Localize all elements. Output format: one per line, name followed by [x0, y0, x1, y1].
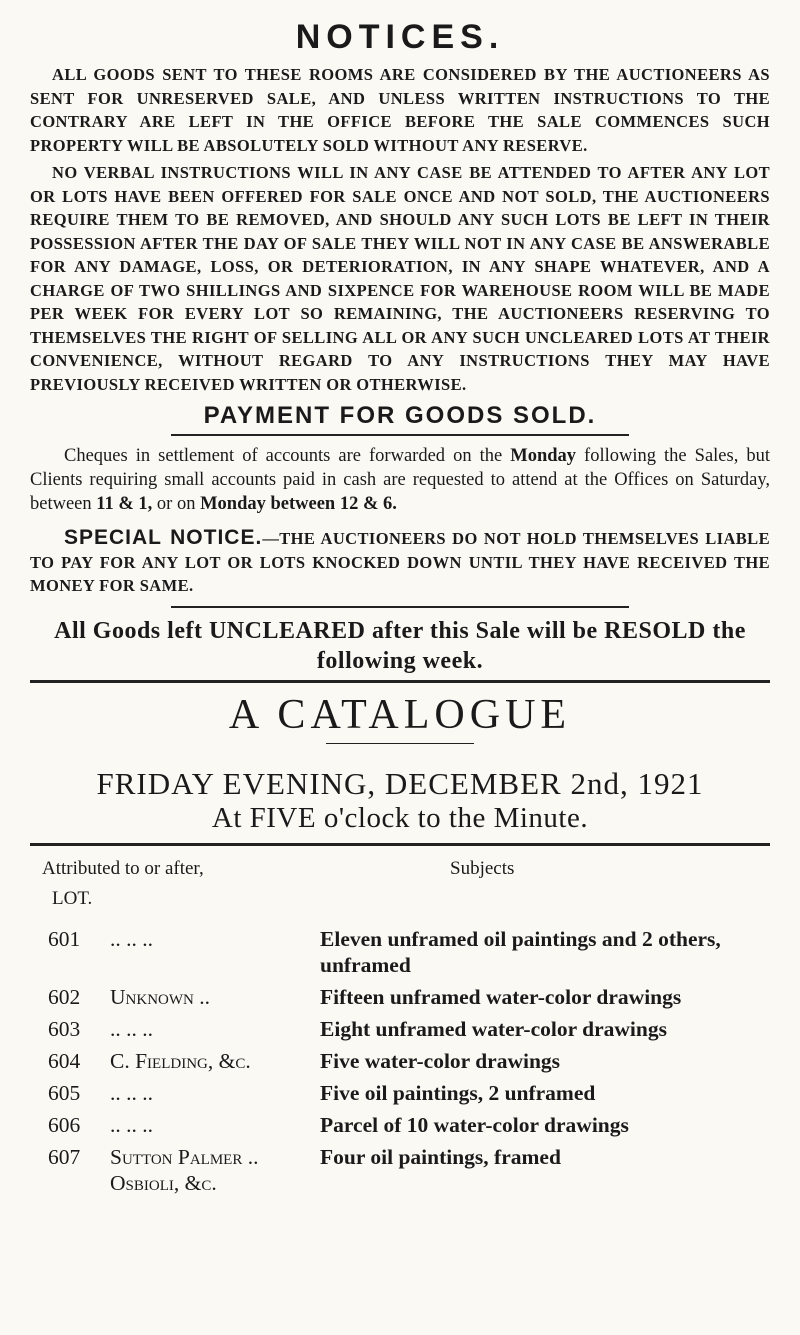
- lot-number: 605: [48, 1080, 81, 1105]
- lots-body: [30, 926, 770, 1202]
- lot-number: 606: [48, 1112, 81, 1137]
- lot-number: 604: [48, 1048, 81, 1073]
- lots-table: [30, 926, 770, 1202]
- payment-emphasis: 11 & 1,: [96, 494, 153, 514]
- payment-text: [30, 444, 770, 516]
- table-row: [30, 926, 770, 984]
- lot-subject: Parcel of 10 water-color drawings: [320, 1112, 629, 1137]
- table-row: [30, 1144, 770, 1202]
- divider: [326, 743, 474, 744]
- payment-emphasis: Monday: [510, 446, 577, 466]
- notice-paragraph-1: ALL GOODS SENT TO THESE ROOMS ARE CONSIDERED BY THE AUCTIONEERS AS SENT FOR UNRESERVED SALE, AND UNLESS WRITTEN INSTRUCTIONS TO THE CONTRARY ARE LEFT IN THE OFFICE BEFORE THE SALE COMMENCES SUCH PROPERTY WILL BE ABSOLUTELY SOLD WITHOUT ANY RESERVE.: [30, 65, 770, 155]
- lot-artist: Sutton Palmer .. Osbioli, &c.: [110, 1144, 259, 1195]
- lot-artist: .. .. ..: [110, 926, 153, 951]
- lot-subject: Five water-color drawings: [320, 1048, 561, 1073]
- lot-artist: .. .. ..: [110, 1112, 153, 1137]
- table-row: [30, 984, 770, 1016]
- payment-heading: PAYMENT FOR GOODS SOLD.: [203, 402, 597, 429]
- lot-number: 601: [48, 926, 81, 951]
- payment-text-part: Cheques in settlement of accounts are forwarded on the: [64, 446, 511, 466]
- catalogue-heading: A CATALOGUE: [228, 691, 572, 738]
- special-notice-lead: SPECIAL NOTICE.: [64, 526, 263, 549]
- lot-heading: LOT.: [52, 887, 93, 909]
- subjects-heading: Subjects: [450, 857, 515, 879]
- lot-artist: C. Fielding, &c.: [110, 1048, 251, 1073]
- notice-paragraph-2: NO VERBAL INSTRUCTIONS WILL IN ANY CASE BE ATTENDED TO AFTER ANY LOT OR LOTS HAVE BEEN OFFERED FOR SALE ONCE AND NOT SOLD, THE AUCTIONEERS REQUIRE THEM TO BE REMOVED, AND SHOULD ANY SUCH LOTS BE LEFT IN THEIR POSSESSION AFTER THE DAY OF SALE THEY WILL NOT IN ANY CASE BE ANSWERABLE FOR ANY DAMAGE, LOSS, OR DETERIORATION, IN ANY SHAPE WHATEVER, AND A CHARGE OF TWO SHILLINGS AND SIXPENCE FOR WAREHOUSE ROOM WILL BE MADE PER WEEK FOR EVERY LOT SO REMAINING, THE AUCTIONEERS RESERVING TO THEMSELVES THE RIGHT OF SELLING ALL OR ANY SUCH UNCLEARED LOTS AT THEIR CONVENIENCE, WITHOUT REGARD TO ANY INSTRUCTIONS THEY MAY HAVE PREVIOUSLY RECEIVED WRITTEN OR OTHERWISE.: [30, 163, 770, 394]
- payment-text-part: following the Sales, but Clients requiring small accounts paid in cash are requested to attend at the Offices on Saturday, between: [30, 446, 771, 514]
- divider: [30, 843, 770, 846]
- lot-subject: Eight unframed water-color drawings: [320, 1016, 667, 1041]
- uncleared-notice: All Goods left UNCLEARED after this Sale will be RESOLD the following week.: [54, 617, 746, 674]
- divider: [30, 680, 770, 683]
- attributed-heading: Attributed to or after,: [42, 857, 204, 879]
- payment-text-part: or on: [152, 494, 201, 514]
- sale-date: FRIDAY EVENING, DECEMBER 2nd, 1921: [96, 765, 704, 801]
- lot-artist: Unknown ..: [110, 984, 210, 1009]
- lot-number: 602: [48, 984, 81, 1009]
- catalogue-page: [30, 0, 770, 1202]
- lot-subject: Four oil paintings, framed: [320, 1144, 561, 1169]
- lot-number: 607: [48, 1144, 81, 1169]
- lot-number: 603: [48, 1016, 81, 1041]
- lot-subject: Eleven unframed oil paintings and 2 others, unframed: [320, 926, 721, 977]
- special-notice: [30, 526, 770, 598]
- table-row: [30, 1048, 770, 1080]
- lot-subject: Five oil paintings, 2 unframed: [320, 1080, 596, 1105]
- column-headings: [30, 858, 770, 888]
- table-row: [30, 1112, 770, 1144]
- lot-subject: Fifteen unframed water-color drawings: [320, 984, 682, 1009]
- divider: [171, 606, 630, 608]
- page-title: NOTICES.: [295, 18, 505, 56]
- table-row: [30, 1080, 770, 1112]
- sale-time: At FIVE o'clock to the Minute.: [211, 801, 589, 834]
- payment-emphasis: Monday between 12 & 6.: [200, 494, 397, 514]
- lot-artist: .. .. ..: [110, 1016, 153, 1041]
- lot-artist: .. .. ..: [110, 1080, 153, 1105]
- divider: [171, 434, 630, 436]
- special-notice-text: —THE AUCTIONEERS DO NOT HOLD THEMSELVES LIABLE TO PAY FOR ANY LOT OR LOTS KNOCKED DOWN UNTIL THEY HAVE RECEIVED THE MONEY FOR SAME.: [30, 529, 770, 595]
- table-row: [30, 1016, 770, 1048]
